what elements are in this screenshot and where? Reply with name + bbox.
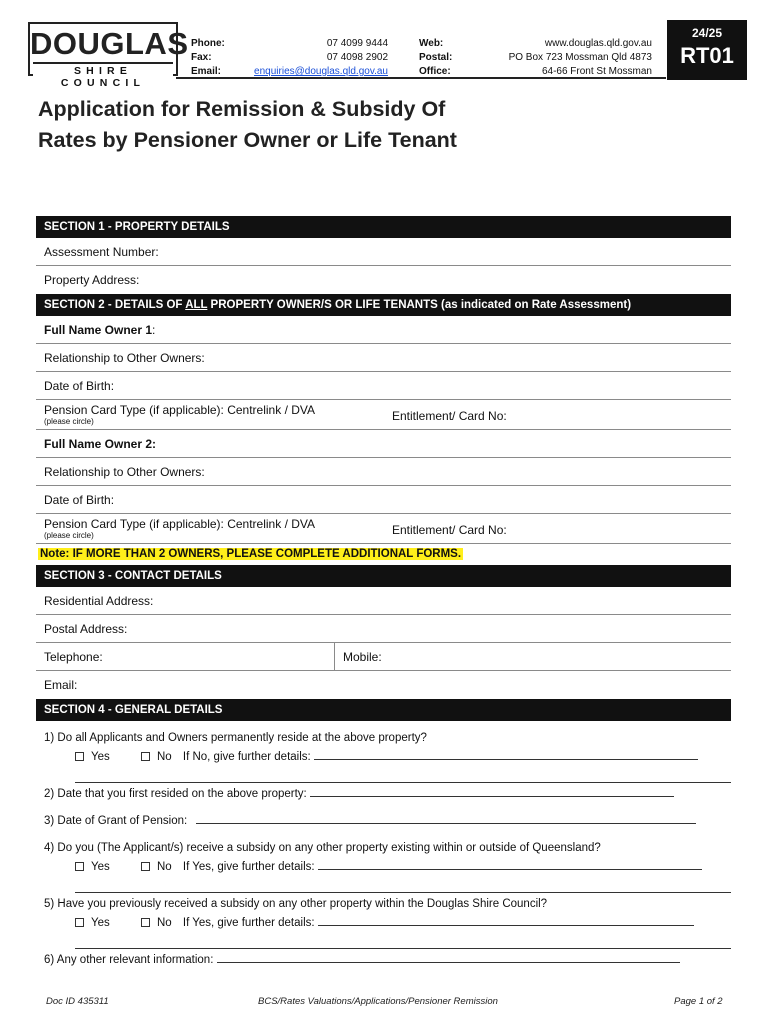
owner-2-relationship-field[interactable]: [36, 458, 731, 486]
owner-1-name-label: Full Name Owner 1: [44, 323, 153, 337]
owner-1-pension-label: Pension Card Type (if applicable): Centrelink / DVA: [44, 403, 316, 417]
question-3: [36, 812, 731, 831]
postal-label: Postal:: [419, 52, 453, 63]
residential-address-label: Residential Address:: [44, 594, 154, 608]
question-2-text: 2) Date that you first resided on the above property:: [44, 788, 307, 800]
contact-labels-right: [419, 37, 452, 79]
owner-2-entitlement-label: Entitlement/ Card No:: [392, 523, 507, 537]
q4-detail-label: If Yes, give further details:: [182, 861, 315, 873]
footer-page-number: Page 1 of 2: [674, 996, 723, 1007]
q3-date-input[interactable]: [196, 813, 696, 824]
q5-no-label: No: [156, 917, 172, 929]
q2-date-input[interactable]: [310, 786, 674, 797]
owner-2-relationship-label: Relationship to Other Owners:: [44, 465, 205, 479]
q4-no-checkbox[interactable]: [141, 862, 150, 871]
owner-2-name-label: Full Name Owner 2:: [44, 437, 157, 451]
phone-row: [36, 643, 731, 671]
question-4-options: [44, 858, 731, 877]
q1-detail-label: If No, give further details:: [182, 751, 311, 763]
office-label: Office:: [419, 66, 451, 77]
postal-address-field[interactable]: [36, 615, 731, 643]
postal-value: PO Box 723 Mossman Qld 4873: [508, 52, 652, 63]
email-link[interactable]: enquiries@douglas.qld.gov.au: [254, 66, 388, 77]
section-1-heading: SECTION 1 - PROPERTY DETAILS: [36, 216, 731, 238]
section-4-heading: SECTION 4 - GENERAL DETAILS: [36, 699, 731, 721]
owner-1-pension-field[interactable]: [36, 400, 731, 430]
application-form: [36, 216, 731, 970]
question-5: [36, 895, 731, 949]
owner-1-dob-field[interactable]: [36, 372, 731, 400]
question-3-text: 3) Date of Grant of Pension:: [44, 815, 188, 827]
council-logo: [28, 22, 189, 89]
additional-owners-note: [36, 544, 731, 565]
owner-2-dob-field[interactable]: [36, 486, 731, 514]
q5-detail-label: If Yes, give further details:: [182, 917, 315, 929]
q1-yes-checkbox[interactable]: [75, 752, 84, 761]
q4-yes-label: Yes: [91, 861, 110, 873]
owner-1-dob-label: Date of Birth:: [44, 379, 115, 393]
q5-yes-checkbox[interactable]: [75, 918, 84, 927]
email-field-label: Email:: [44, 678, 78, 692]
q5-yes-label: Yes: [91, 917, 110, 929]
question-1-options: [44, 748, 731, 767]
owner-1-entitlement-label: Entitlement/ Card No:: [392, 409, 507, 423]
owner-2-circle-hint: (please circle): [44, 531, 94, 540]
section-2-heading-post: PROPERTY OWNER/S OR LIFE TENANTS (as indicated on Rate Assessment): [207, 299, 632, 311]
fax-value: 07 4098 2902: [326, 52, 388, 63]
question-2: [36, 785, 731, 804]
owner-2-dob-label: Date of Birth:: [44, 493, 115, 507]
section-2-heading: [36, 294, 731, 316]
form-year: 24/25: [691, 26, 723, 40]
q1-no-label: No: [156, 751, 172, 763]
logo-sub-text: SHIRE COUNCIL: [33, 62, 173, 89]
owner-1-circle-hint: (please circle): [44, 417, 94, 426]
question-4-text: 4) Do you (The Applicant/s) receive a subsidy on any other property existing within or outside of Queensland?: [44, 842, 601, 854]
page-title: [38, 94, 457, 156]
section-3-heading: SECTION 3 - CONTACT DETAILS: [36, 565, 731, 587]
email-label: Email:: [191, 66, 222, 77]
web-value: www.douglas.qld.gov.au: [544, 38, 652, 49]
header-divider: [176, 77, 666, 79]
postal-address-label: Postal Address:: [44, 622, 128, 636]
owner-1-relationship-label: Relationship to Other Owners:: [44, 351, 205, 365]
q4-yes-checkbox[interactable]: [75, 862, 84, 871]
mobile-field[interactable]: [334, 643, 382, 670]
q6-info-input[interactable]: [217, 952, 680, 963]
title-line-1: Application for Remission & Subsidy Of: [38, 97, 446, 121]
owner-1-colon: :: [152, 323, 156, 337]
q4-extra-line[interactable]: [75, 882, 731, 893]
question-6-text: 6) Any other relevant information:: [44, 954, 214, 966]
contact-values-right: [460, 37, 652, 79]
property-address-field[interactable]: [36, 266, 731, 294]
contact-labels-left: [191, 37, 225, 79]
mobile-label: Mobile:: [343, 650, 382, 664]
logo-main-text: DOUGLAS: [30, 26, 189, 61]
question-5-options: [44, 914, 731, 933]
note-text: Note: IF MORE THAN 2 OWNERS, PLEASE COMPLETE ADDITIONAL FORMS.: [40, 548, 462, 560]
web-label: Web:: [419, 38, 444, 49]
q5-no-checkbox[interactable]: [141, 918, 150, 927]
q4-detail-input[interactable]: [318, 859, 702, 870]
form-code: RT01: [680, 43, 734, 68]
owner-2-name-field[interactable]: [36, 430, 731, 458]
question-1-text: 1) Do all Applicants and Owners permanently reside at the above property?: [44, 732, 427, 744]
section-2-heading-pre: SECTION 2 - DETAILS OF: [44, 299, 186, 311]
section-2-heading-all: ALL: [185, 299, 208, 311]
assessment-number-field[interactable]: [36, 238, 731, 266]
office-value: 64-66 Front St Mossman: [541, 66, 652, 77]
question-6: [36, 951, 731, 970]
form-code-badge: [667, 20, 747, 80]
question-4: [36, 839, 731, 893]
phone-value: 07 4099 9444: [326, 38, 388, 49]
fax-label: Fax:: [191, 52, 212, 63]
footer-path: BCS/Rates Valuations/Applications/Pensioner Remission: [258, 996, 498, 1007]
q4-no-label: No: [156, 861, 172, 873]
q1-yes-label: Yes: [91, 751, 110, 763]
q1-extra-line[interactable]: [75, 772, 731, 783]
owner-1-name-field[interactable]: [36, 316, 731, 344]
q1-detail-input[interactable]: [314, 749, 698, 760]
owner-1-relationship-field[interactable]: [36, 344, 731, 372]
owner-2-pension-label: Pension Card Type (if applicable): Centrelink / DVA: [44, 517, 316, 531]
footer-doc-id: Doc ID 435311: [46, 996, 109, 1007]
residential-address-field[interactable]: [36, 587, 731, 615]
q1-no-checkbox[interactable]: [141, 752, 150, 761]
question-1: [36, 729, 731, 783]
contact-values-left: [232, 37, 388, 79]
phone-label: Phone:: [191, 38, 225, 49]
owner-2-pension-field[interactable]: [36, 514, 731, 544]
property-address-label: Property Address:: [44, 273, 140, 287]
q5-detail-input[interactable]: [318, 915, 694, 926]
question-5-text: 5) Have you previously received a subsidy on any other property within the Douglas Shire Council?: [44, 898, 548, 910]
title-line-2: Rates by Pensioner Owner or Life Tenant: [38, 128, 457, 152]
assessment-number-label: Assessment Number:: [44, 245, 159, 259]
q5-extra-line[interactable]: [75, 938, 731, 949]
email-field[interactable]: [36, 671, 731, 699]
telephone-label[interactable]: Telephone:: [44, 650, 103, 664]
